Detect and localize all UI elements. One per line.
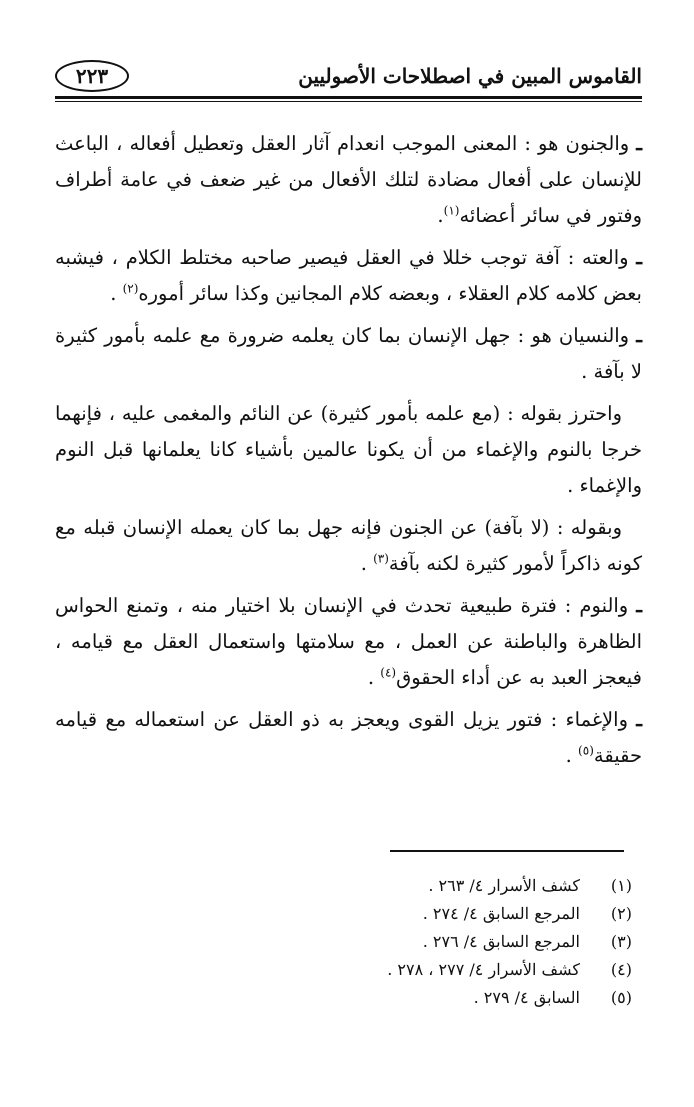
header-rule-thick [55, 96, 642, 99]
paragraph-text: والإغماء : فتور يزيل القوى ويعجز به ذو العقل عن استعماله مع قيامه حقيقة [55, 708, 642, 767]
footnote-item [55, 984, 642, 1012]
footnote-ref: (٢) [122, 281, 139, 296]
dash-marker: ـ [636, 594, 642, 617]
footnotes [55, 872, 642, 1012]
footnote-item [55, 928, 642, 956]
footnote-ref: (٤) [380, 665, 397, 680]
paragraph-text: والعته : آفة توجب خللا في العقل فيصير صاحبه مختلط الكلام ، فيشبه بعض كلامه كلام العقلاء ، وبعضه كلام المجانين وكذا سائر أموره [55, 246, 642, 305]
paragraph-end: . [110, 282, 123, 305]
footnote-text: كشف الأسرار ٤/ ٢٧٧ ، ٢٧٨ . [387, 960, 580, 979]
dash-marker: ـ [636, 708, 642, 731]
footnote-text: السابق ٤/ ٢٧٩ . [473, 988, 580, 1007]
definition-paragraph [55, 318, 642, 390]
footnote-item [55, 872, 642, 900]
dash-marker: ـ [636, 324, 642, 347]
footnote-ref: (٥) [578, 743, 594, 758]
paragraph-end: . [360, 552, 374, 575]
footnote-text: المرجع السابق ٤/ ٢٧٤ . [422, 904, 580, 923]
paragraph-text: والنسيان هو : جهل الإنسان بما كان يعلمه ضرورة مع علمه بأمور كثيرة لا بآفة . [55, 324, 642, 383]
footnote-number: (٤) [610, 960, 632, 979]
definition-paragraph [55, 126, 642, 234]
footnote-text: كشف الأسرار ٤/ ٢٦٣ . [428, 876, 580, 895]
dash-marker: ـ [636, 246, 643, 269]
footnote-separator [390, 850, 624, 852]
definition-paragraph [55, 588, 642, 696]
paragraph-text: وبقوله : (لا بآفة) عن الجنون فإنه جهل بما كان يعمله الإنسان قبله مع كونه ذاكراً لأمور كثيرة لكنه بآفة [55, 516, 642, 575]
footnote-ref: (١) [443, 203, 460, 218]
footnote-item [55, 900, 642, 928]
footnote-ref: (٣) [373, 551, 389, 566]
footnote-item [55, 956, 642, 984]
footnote-number: (١) [610, 876, 632, 895]
paragraph-end: . [565, 744, 579, 767]
paragraph-text: واحترز بقوله : (مع علمه بأمور كثيرة) عن النائم والمغمى عليه ، فإنهما خرجا بالنوم والإغماء من أن يكونا عالمين بأشياء كانا يعلمانها قبل النوم والإغماء . [55, 402, 642, 497]
commentary-paragraph [55, 510, 642, 582]
header-rule-thin [55, 101, 642, 102]
definition-paragraph [55, 702, 642, 774]
paragraph-end: . [367, 666, 381, 689]
paragraph-end: . [437, 204, 444, 227]
definition-paragraph [55, 240, 642, 312]
footnote-number: (٣) [610, 932, 632, 951]
dash-marker: ـ [636, 132, 643, 155]
footnote-number: (٥) [610, 988, 632, 1007]
page-number: ٢٢٣ [55, 60, 129, 92]
main-text [55, 126, 642, 780]
paragraph-text: والجنون هو : المعنى الموجب انعدام آثار العقل وتعطيل أفعاله ، الباعث للإنسان على أفعال مضادة لتلك الأفعال من غير ضعف في عامة أطراف وفتور في سائر أعضائه [55, 132, 642, 227]
footnote-text: المرجع السابق ٤/ ٢٧٦ . [422, 932, 580, 951]
footnote-number: (٢) [610, 904, 632, 923]
running-title: القاموس المبين في اصطلاحات الأصوليين [298, 64, 642, 88]
page-header [55, 60, 642, 94]
paragraph-text: والنوم : فترة طبيعية تحدث في الإنسان بلا اختيار منه ، وتمنع الحواس الظاهرة والباطنة عن العمل ، مع سلامتها واستعمال العقل مع قيامه ، فيعجز العبد به عن أداء الحقوق [55, 594, 642, 689]
commentary-paragraph [55, 396, 642, 504]
